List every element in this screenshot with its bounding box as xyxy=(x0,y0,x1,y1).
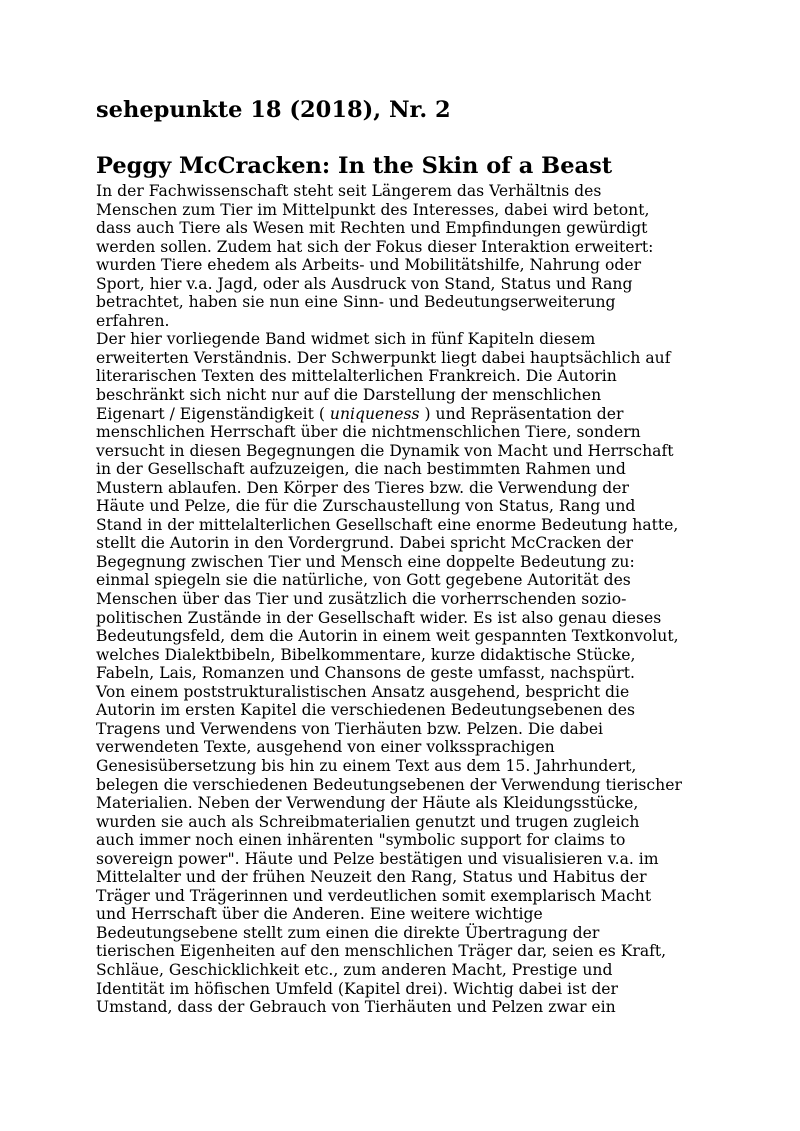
text-line: erfahren. xyxy=(96,311,170,330)
text-line xyxy=(96,405,716,424)
text-line: Materialien. Neben der Verwendung der Häute als Kleidungsstücke, xyxy=(96,794,639,813)
text-line: Menschen zum Tier im Mittelpunkt des Interesses, dabei wird betont, xyxy=(96,200,650,219)
text-line: Bedeutungsebene stellt zum einen die direkte Übertragung der xyxy=(96,923,600,942)
text-line: auch immer noch einen inhärenten "symbolic support for claims to xyxy=(96,831,626,850)
text-line: beschränkt sich nicht nur auf die Darstellung der menschlichen xyxy=(96,386,602,405)
journal-heading: sehepunkte 18 (2018), Nr. 2 xyxy=(96,97,451,123)
text-line: Von einem poststrukturalistischen Ansatz ausgehend, bespricht die xyxy=(96,682,630,701)
text-line: dass auch Tiere als Wesen mit Rechten und Empfindungen gewürdigt xyxy=(96,219,648,238)
text-line: Schläue, Geschicklichkeit etc., zum anderen Macht, Prestige und xyxy=(96,960,613,979)
text-line: Mittelalter und der frühen Neuzeit den Rang, Status und Habitus der xyxy=(96,868,647,887)
text-line: Stand in der mittelalterlichen Gesellschaft eine enorme Bedeutung hatte, xyxy=(96,515,679,534)
italic-term: uniqueness xyxy=(329,404,420,423)
text-line: tierischen Eigenheiten auf den menschlichen Träger dar, seien es Kraft, xyxy=(96,942,667,961)
text-line: welches Dialektbibeln, Bibelkommentare, kurze didaktische Stücke, xyxy=(96,645,636,664)
text-line: und Herrschaft über die Anderen. Eine weitere wichtige xyxy=(96,905,543,924)
text-line: Begegnung zwischen Tier und Mensch eine doppelte Bedeutung zu: xyxy=(96,552,635,571)
text-line: wurden Tiere ehedem als Arbeits- und Mobilitätshilfe, Nahrung oder xyxy=(96,256,642,275)
text-line: Autorin im ersten Kapitel die verschiedenen Bedeutungsebenen des xyxy=(96,701,635,720)
text-line: politischen Zustände in der Gesellschaft wider. Es ist also genau dieses xyxy=(96,608,662,627)
article-title: Peggy McCracken: In the Skin of a Beast xyxy=(96,153,613,179)
text-line: wurden sie auch als Schreibmaterialien genutzt und trugen zugleich xyxy=(96,812,640,831)
text-line: Menschen über das Tier und zusätzlich die vorherrschenden sozio- xyxy=(96,590,627,609)
text-line: Träger und Trägerinnen und verdeutlichen somit exemplarisch Macht xyxy=(96,886,652,905)
text-line: Häute und Pelze, die für die Zurschaustellung von Status, Rang und xyxy=(96,497,636,516)
text-segment: ) und Repräsentation der xyxy=(419,404,624,423)
text-line: Sport, hier v.a. Jagd, oder als Ausdruck von Stand, Status und Rang xyxy=(96,274,633,293)
text-line: werden sollen. Zudem hat sich der Fokus dieser Interaktion erweitert: xyxy=(96,237,654,256)
text-line: Bedeutungsfeld, dem die Autorin in einem weit gespannten Textkonvolut, xyxy=(96,627,679,646)
text-line: Genesisübersetzung bis hin zu einem Text aus dem 15. Jahrhundert, xyxy=(96,756,637,775)
text-line: erweiterten Verständnis. Der Schwerpunkt liegt dabei hauptsächlich auf xyxy=(96,348,671,367)
text-line: Identität im höfischen Umfeld (Kapitel drei). Wichtig dabei ist der xyxy=(96,979,618,998)
text-line: belegen die verschiedenen Bedeutungsebenen der Verwendung tierischer xyxy=(96,775,682,794)
text-segment: Eigenart / Eigenständigkeit ( xyxy=(96,404,330,423)
text-line: betrachtet, haben sie nun eine Sinn- und Bedeutungserweiterung xyxy=(96,293,616,312)
text-line: Der hier vorliegende Band widmet sich in fünf Kapiteln diesem xyxy=(96,330,596,349)
text-line: literarischen Texten des mittelalterlichen Frankreich. Die Autorin xyxy=(96,367,617,386)
text-line: Fabeln, Lais, Romanzen und Chansons de geste umfasst, nachspürt. xyxy=(96,664,635,683)
text-line: sovereign power". Häute und Pelze bestätigen und visualisieren v.a. im xyxy=(96,849,659,868)
text-line: menschlichen Herrschaft über die nichtmenschlichen Tiere, sondern xyxy=(96,423,641,442)
review-body-text xyxy=(96,182,716,1017)
text-line: verwendeten Texte, ausgehend von einer volkssprachigen xyxy=(96,738,555,757)
text-line: Tragens und Verwendens von Tierhäuten bzw. Pelzen. Die dabei xyxy=(96,719,604,738)
text-line: In der Fachwissenschaft steht seit Längerem das Verhältnis des xyxy=(96,182,602,200)
text-line: Umstand, dass der Gebrauch von Tierhäuten und Pelzen zwar ein xyxy=(96,998,616,1017)
text-line: stellt die Autorin in den Vordergrund. Dabei spricht McCracken der xyxy=(96,534,634,553)
text-line: versucht in diesen Begegnungen die Dynamik von Macht und Herrschaft xyxy=(96,441,674,460)
text-line: in der Gesellschaft aufzuzeigen, die nach bestimmten Rahmen und xyxy=(96,460,626,479)
text-line: Mustern ablaufen. Den Körper des Tieres bzw. die Verwendung der xyxy=(96,478,629,497)
text-line: einmal spiegeln sie die natürliche, von Gott gegebene Autorität des xyxy=(96,571,631,590)
